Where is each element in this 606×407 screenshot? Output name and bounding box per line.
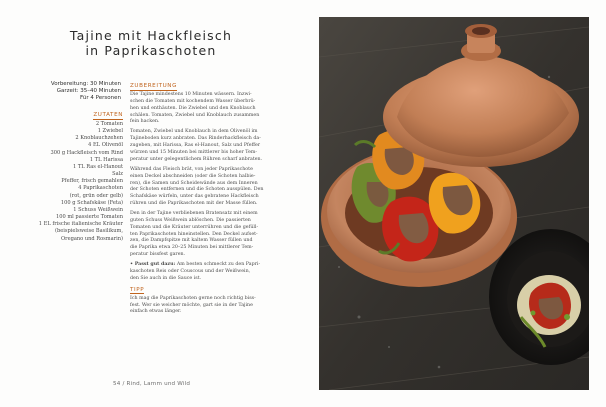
list-item: 2 Tomaten	[95, 121, 123, 127]
list-item: Salz	[112, 171, 123, 178]
list-item: Pfeffer, frisch gemahlen	[61, 178, 123, 185]
list-item: 100 g Schafskäse (Feta)	[60, 199, 123, 206]
ingredients-heading: ZUTATEN	[93, 112, 123, 118]
recipe-meta	[26, 81, 121, 103]
list-item: 4 Paprikaschoten	[78, 185, 123, 192]
page-footer: 54 / Rind, Lamm und Wild	[113, 381, 191, 387]
method-paragraph: Während das Fleisch brät, von jeder Paprikaschote einen Deckel abschneiden (oder die Schoten halbie- ren), die Samen und Scheidewände aus dem Inneren der Schoten entfernen und die Schoten ausspülen. Den Schafskäse würfeln, unter das gebratene Hackfleisch rühren und die Paprikaschoten mit der Masse füllen.	[130, 166, 264, 207]
method-heading: ZUBEREITUNG	[130, 83, 177, 89]
title-line: in Paprikaschoten	[85, 43, 217, 58]
recipe-title	[20, 28, 282, 58]
method-paragraph: Den in der Tajine verbliebenen Bratensatz mit einem guten Schuss Weißwein ablöschen. Die passierten Tomaten und die Kräuter unterrühren und die gefüll- ten Paprikaschoten hineinstellen. Den Deckel aufset- zen, die Dampfspitze mit kaltem Wasser füllen und die Paprika etwa 20–25 Minuten bei mittlerer Tem- peratur bissfest garen.	[130, 211, 259, 258]
serving-suggestion-lead: • Passt gut dazu:	[130, 262, 176, 268]
tip-text: Ich mag die Paprikaschoten gerne noch richtig biss- fest. Wer sie weicher möchte, gart sie in der Tajine einfach etwas länger.	[130, 295, 256, 315]
serving-suggestion: • Passt gut dazu: Am besten schmeckt zu den Papri- kaschoten Reis oder Couscous und der Weißwein, den Sie auch in die Sauce ist.	[130, 262, 261, 281]
tajine-photo	[319, 17, 589, 390]
list-item: 1 Zwiebel	[97, 128, 123, 135]
list-item: 4 EL Olivenöl	[88, 142, 123, 149]
list-item: 100 ml passierte Tomaten	[56, 214, 123, 221]
tajine-photo-illustration	[319, 17, 589, 390]
method-section	[130, 83, 288, 319]
list-item: (rot, grün oder gelb)	[69, 192, 123, 199]
list-item: 1 EL frische italienische Kräuter	[38, 221, 123, 228]
cook-time: Garzeit: 35–40 Minuten	[56, 88, 121, 95]
method-paragraph: Tomaten, Zwiebel und Knoblauch in dem Olivenöl im Tajineboden kurz anbraten. Das Rinderhackfleisch da- zugeben, mit Harissa, Ras el-Hanout, Salz und Pfeffer würzen und 15 Minuten bei mittlerer bis hoher Tem- peratur unter gelegentlichem Rühren scharf anbraten.	[130, 129, 263, 162]
list-item: 1 TL Ras el-Hanout	[73, 163, 123, 170]
list-item: Oregano und Rosmarin)	[60, 235, 123, 242]
tip-heading: TIPP	[130, 286, 145, 293]
list-item: 2 Knoblauchzehen	[75, 135, 123, 142]
ingredients-list	[24, 121, 123, 243]
prep-time: Vorbereitung: 30 Minuten	[50, 81, 121, 87]
list-item: (beispielsweise Basilikum,	[54, 228, 123, 235]
title-line: Tajine mit Hackfleisch	[69, 28, 233, 43]
servings: Für 4 Personen	[80, 95, 121, 102]
list-item: 300 g Hackfleisch vom Rind	[50, 149, 123, 156]
ingredients-section	[24, 112, 123, 243]
list-item: 1 Schuss Weißwein	[73, 206, 123, 213]
method-paragraph: Die Tajine mindestens 10 Minuten wässern. Inzwi- schen die Tomaten mit kochendem Wasser überbrü- hen und enthäuten. Die Zwiebel und den Knoblauch schälen. Tomaten, Zwiebel und Knoblauch zusammen fein hacken.	[130, 92, 260, 125]
list-item: 1 TL Harissa	[89, 156, 123, 163]
